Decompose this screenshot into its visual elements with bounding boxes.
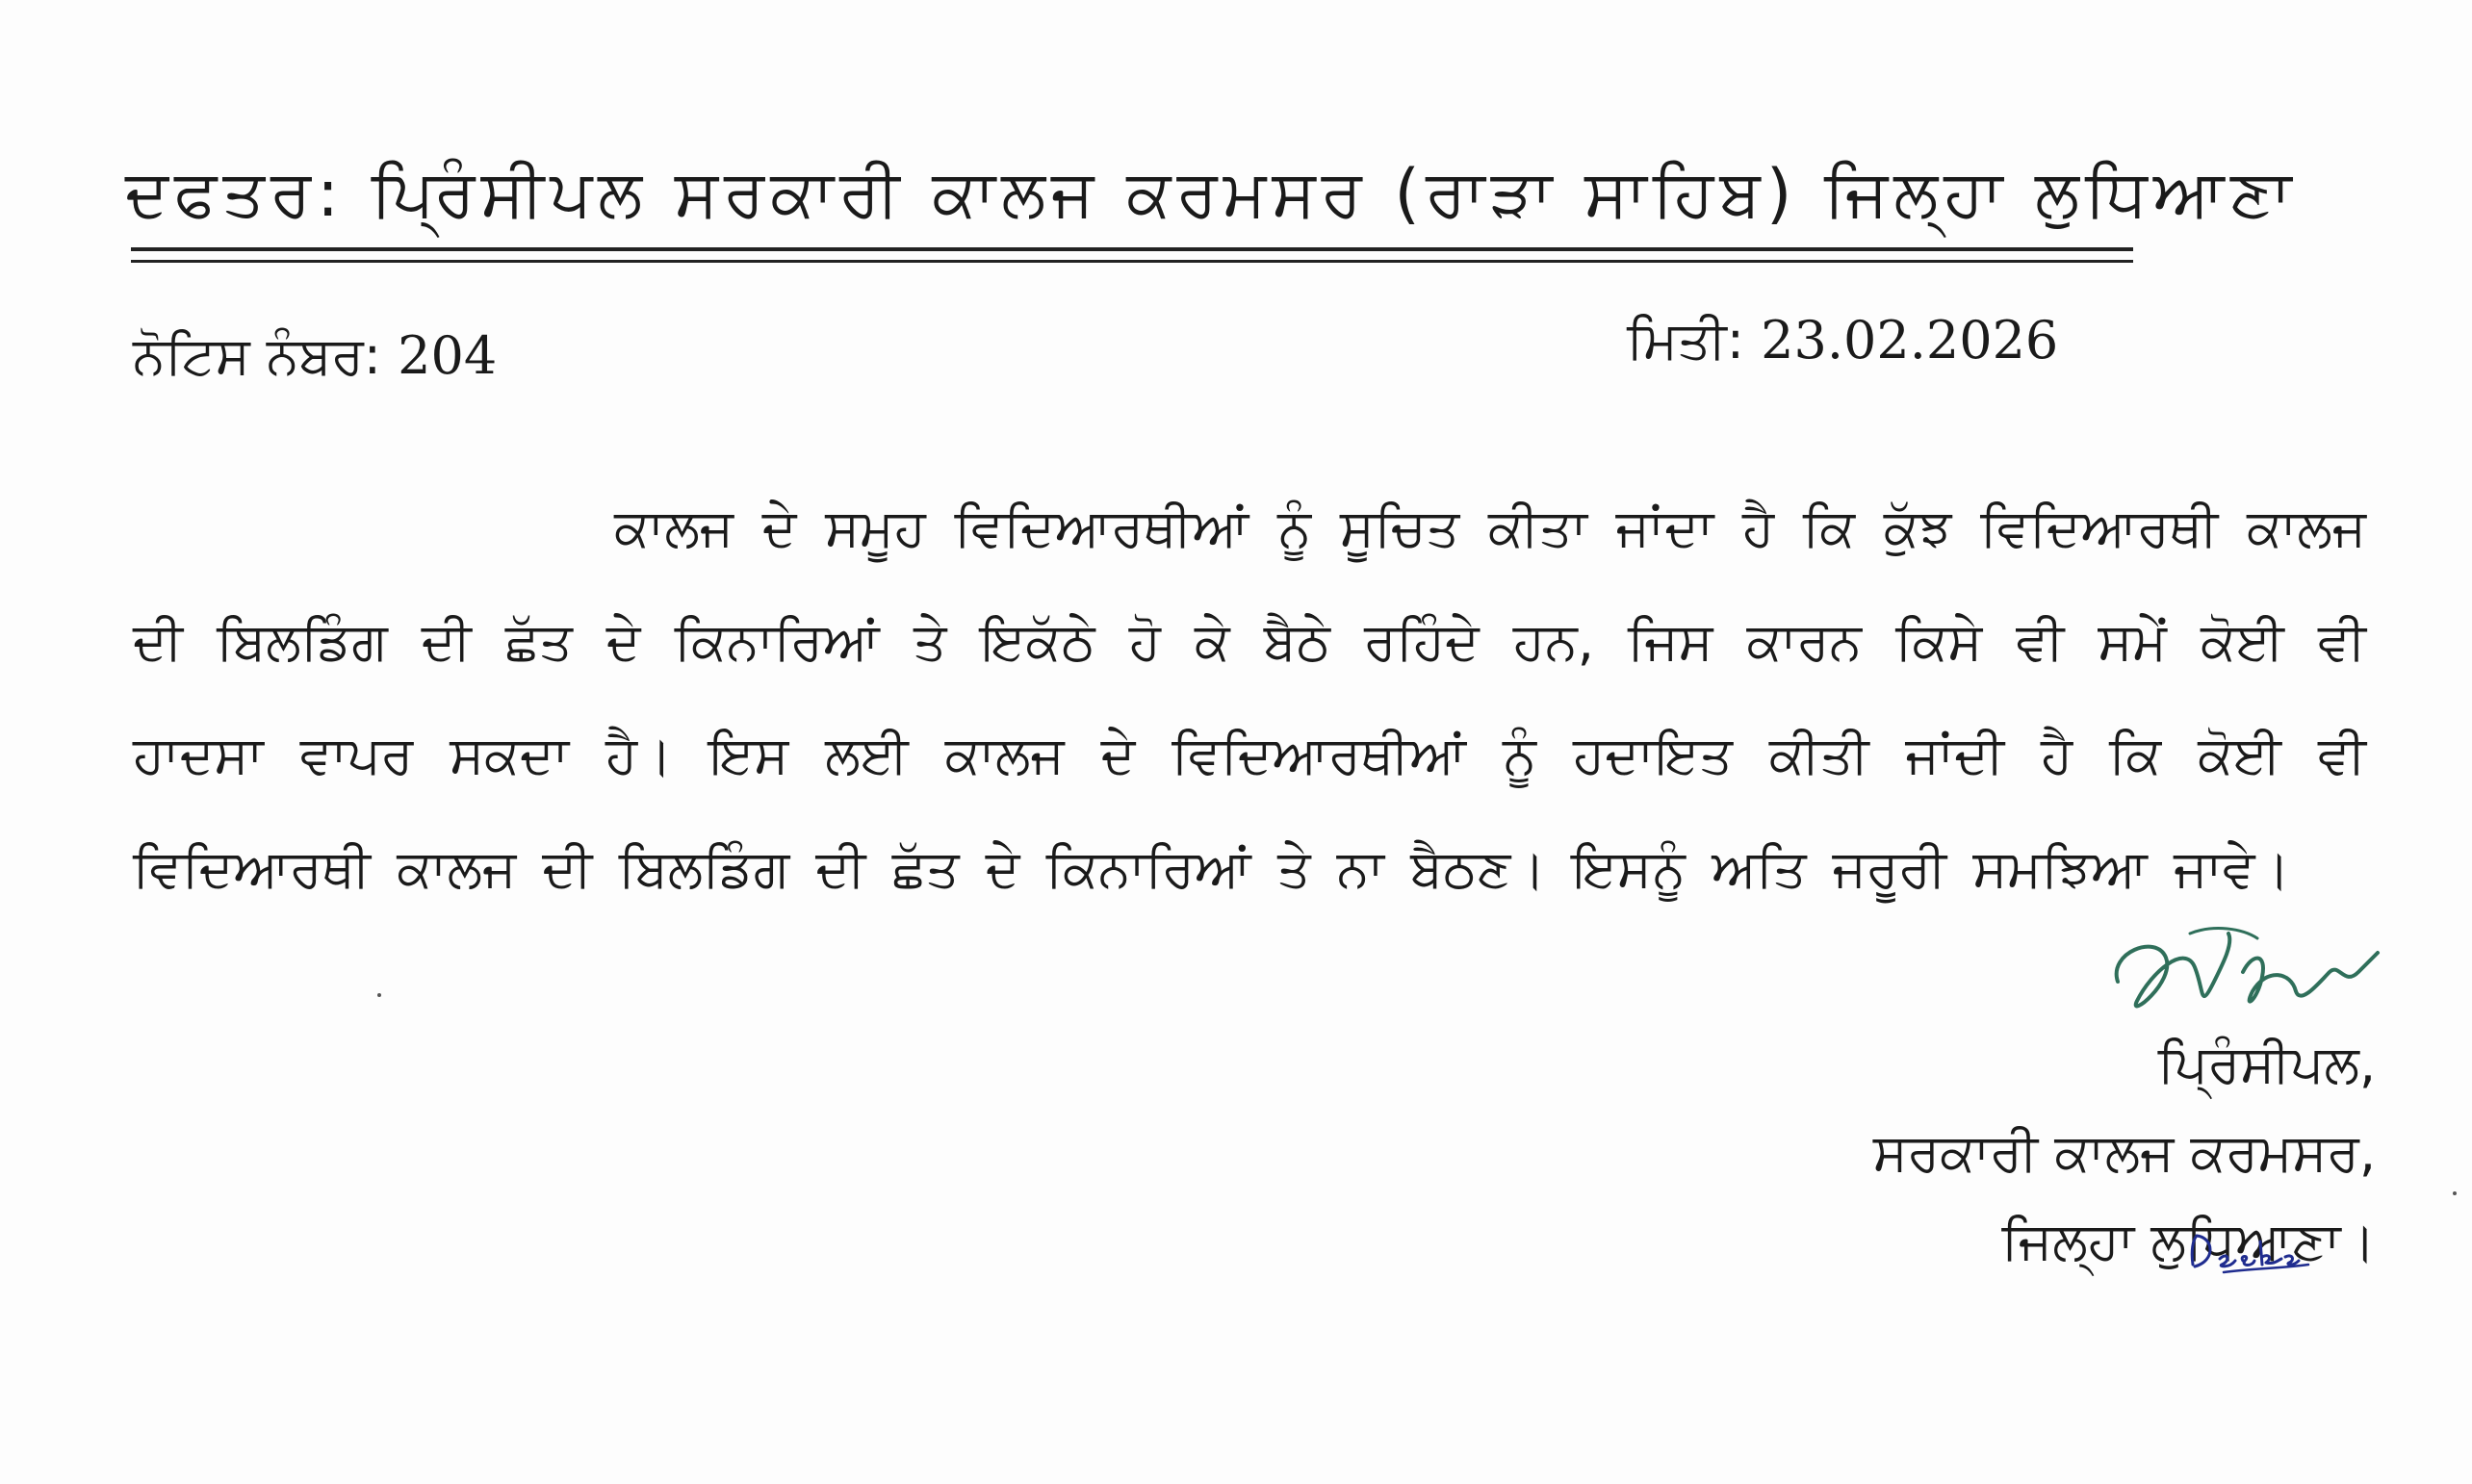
- notice-date-value: 23.02.2026: [1761, 310, 2059, 371]
- signatory-institution: ਸਰਕਾਰੀ ਕਾਲਜ ਕਰਮਸਰ,: [1872, 1122, 2376, 1183]
- signatory-district: ਜਿਲ੍ਹਾ ਲੁਧਿਆਣਾ।: [2001, 1211, 2376, 1271]
- paper-speck: [2453, 1191, 2457, 1195]
- header-underline: [131, 247, 2133, 251]
- notice-number-value: 204: [398, 325, 498, 386]
- office-header: ਦਫਤਰ: ਪ੍ਰਿੰਸੀਪਲ ਸਰਕਾਰੀ ਕਾਲਜ ਕਰਮਸਰ (ਰਾੜਾ ਸਾਹਿਬ) ਜਿਲ੍ਹਾ ਲੁਧਿਆਣਾ: [125, 156, 2298, 232]
- notice-number: [133, 325, 497, 387]
- paper-speck: [377, 993, 381, 997]
- notice-number-label: ਨੋਟਿਸ ਨੰਬਰ:: [133, 325, 381, 386]
- notice-date-label: ਮਿਤੀ:: [1627, 310, 1744, 371]
- notice-body: ਕਾਲਜ ਦੇ ਸਮੂਹ ਵਿਦਿਆਰਥੀਆਂ ਨੂੰ ਸੂਚਿਤ ਕੀਤਾ ਜਾਂਦਾ ਹੈ ਕਿ ਕੁੱਝ ਵਿਦਿਆਰਥੀ ਕਾਲਜ ਦੀ ਬਿਲਡਿੰਗ ਦੀ ਛੱਤ ਦੇ ਕਿਨਾਰਿਆਂ ਤੇ ਇਕੱਠੇ ਹੋ ਕੇ ਬੈਠੇ ਰਹਿੰਦੇ ਹਨ, ਜਿਸ ਕਾਰਨ ਕਿਸੇ ਵੀ ਸਮੇਂ ਕੋਈ ਵੀ ਹਾਦਸਾ ਵਾਪਰ ਸਕਦਾ ਹੈ। ਇਸ ਲਈ ਕਾਲਜ ਦੇ ਵਿਦਿਆਰਥੀਆਂ ਨੂੰ ਹਦਾਇਤ ਕੀਤੀ ਜਾਂਦੀ ਹੈ ਕਿ ਕੋਈ ਵੀ ਵਿਦਿਆਰਥੀ ਕਾਲਜ ਦੀ ਬਿਲਡਿੰਗ ਦੀ ਛੱਤ ਦੇ ਕਿਨਾਰਿਆਂ ਤੇ ਨਾ ਬੈਠਣ। ਇਸਨੂੰ ਅਤਿ ਜਰੂਰੀ ਸਮਝਿਆ ਜਾਵੇ।: [133, 498, 2366, 899]
- header-underline-secondary: [131, 260, 2133, 263]
- dispatch-handwritten-note: [2185, 1222, 2320, 1280]
- signatory-title: ਪ੍ਰਿੰਸੀਪਲ,: [2157, 1034, 2376, 1094]
- notice-date: [1627, 310, 2058, 371]
